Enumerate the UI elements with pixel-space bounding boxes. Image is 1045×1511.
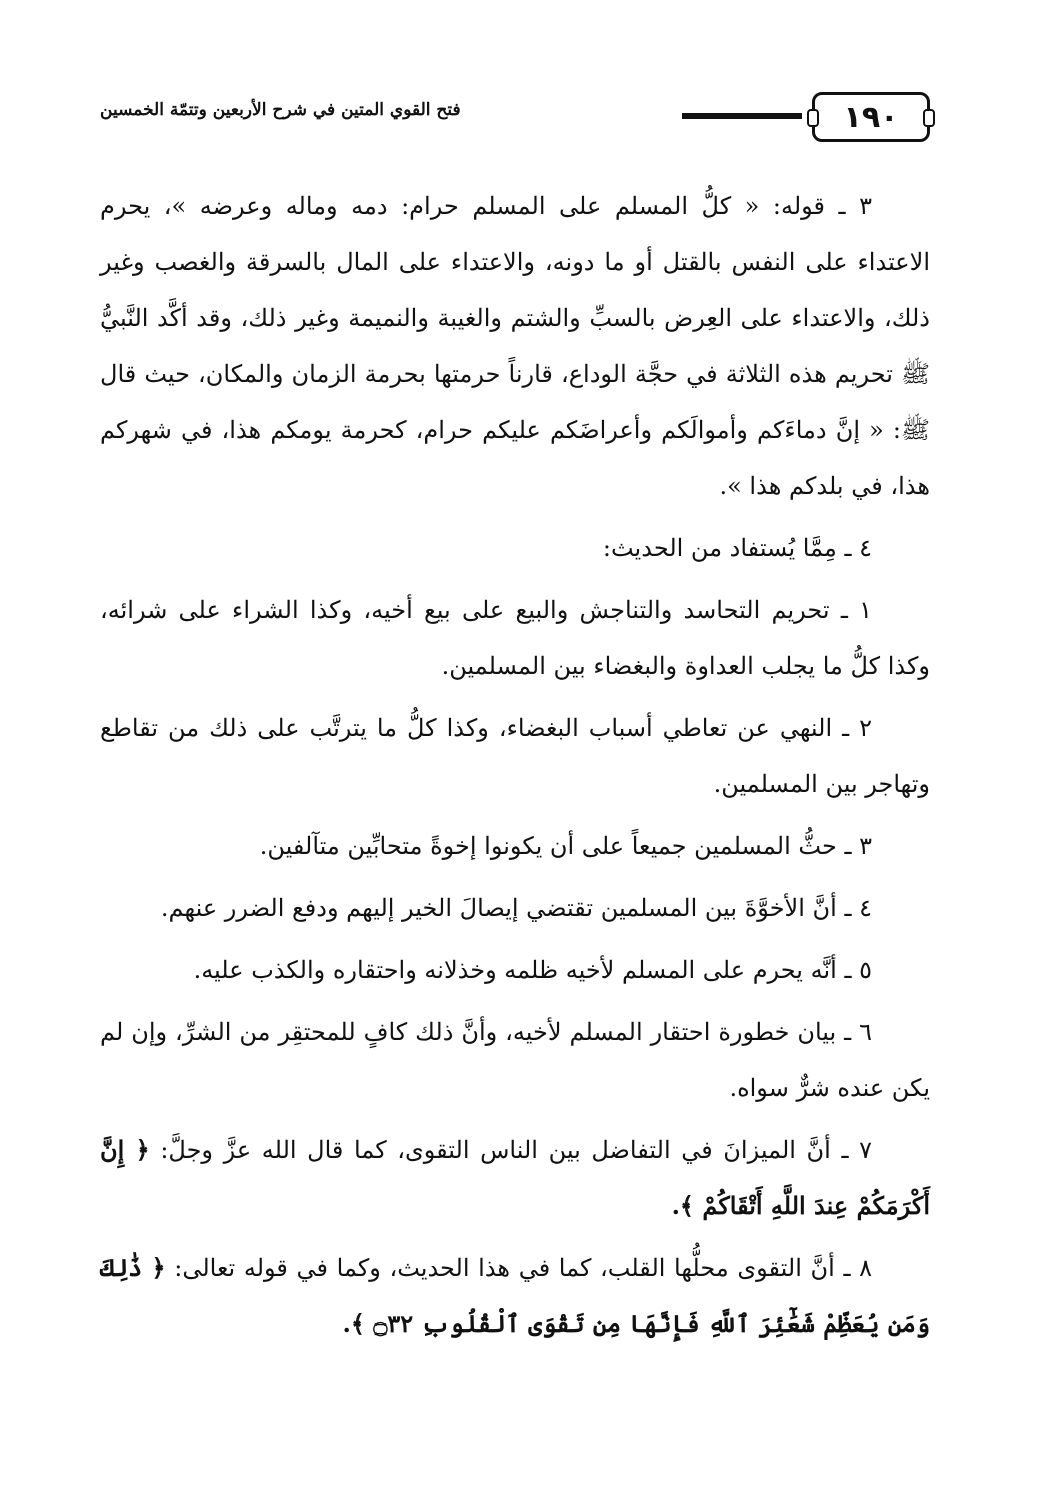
benefit-8-text: ٨ ـ أنَّ التقوى محلُّها القلب، كما في هذا الحديث، وكما في قوله تعالى: [174,1254,872,1282]
page-body [100,178,930,1358]
benefit-1: ١ ـ تحريم التحاسد والتناجش والبيع على بيع أخيه، وكذا الشراء على شرائه، وكذا كلُّ ما يجلب العداوة والبغضاء بين المسلمين. [100,596,930,680]
page-number: ١٩٠ [843,99,899,135]
benefit-5: ٥ ـ أنَّه يحرم على المسلم لأخيه ظلمه وخذلانه واحتقاره والكذب عليه. [193,956,872,984]
page-header [100,88,930,148]
benefit-6: ٦ ـ بيان خطورة احتقار المسلم لأخيه، وأنَّ ذلك كافٍ للمحتقِر من الشرِّ، وإن لم يكن عنده شرٌّ سواه. [100,1018,930,1102]
benefit-7 [100,1122,930,1234]
header-rule [682,113,802,119]
benefit-7-text: ٧ ـ أنَّ الميزانَ في التفاضل بين الناس التقوى، كما قال الله عزَّ وجلَّ: [160,1136,872,1164]
quran-verse-7: ﴿ إِنَّ أَكْرَمَكُمْ عِندَ اللَّهِ أَتْقَاكُمْ ﴾. [100,1135,930,1220]
quran-verse-8: ﴿ ذَٰلِكَ وَمَن يُعَظِّمْ شَعَٰٓئِرَ ٱللَّهِ فَإِنَّهَا مِن تَقْوَى ٱلْقُلُوبِ ۝٣٢ ﴾. [100,1253,930,1338]
book-title: فتح القوي المتين في شرح الأربعين وتتمّة الخمسين [100,100,461,120]
benefit-4: ٤ ـ أنَّ الأخوَّةَ بين المسلمين تقتضي إيصالَ الخير إليهم ودفع الضرر عنهم. [160,894,872,922]
benefit-2: ٢ ـ النهي عن تعاطي أسباب البغضاء، وكذا كلُّ ما يترتَّب على ذلك من تقاطع وتهاجر بين المسلمين. [100,714,930,798]
paragraph-benefits-heading: ٤ ـ مِمَّا يُستفاد من الحديث: [602,534,872,562]
page-number-frame [812,92,930,142]
benefit-8 [100,1240,930,1352]
paragraph-3: ٣ ـ قوله: « كلُّ المسلم على المسلم حرام: دمه وماله وعرضه »، يحرم الاعتداء على النفس بالقتل أو ما دونه، والاعتداء على المال بالسرقة والغصب وغير ذلك، والاعتداء على العِرض بالسبِّ والشتم والغيبة والنميمة وغير ذلك، وقد أكَّد النَّبيُّ ﷺ تحريم هذه الثلاثة في حجَّة الوداع، قارناً حرمتها بحرمة الزمان والمكان، حيث قال ﷺ: « إنَّ دماءَكم وأموالَكم وأعراضَكم عليكم حرام، كحرمة يومكم هذا، في شهركم هذا، في بلدكم هذا ». [100,192,930,500]
benefit-3: ٣ ـ حثُّ المسلمين جميعاً على أن يكونوا إخوةً متحابِّين متآلفين. [259,832,872,860]
